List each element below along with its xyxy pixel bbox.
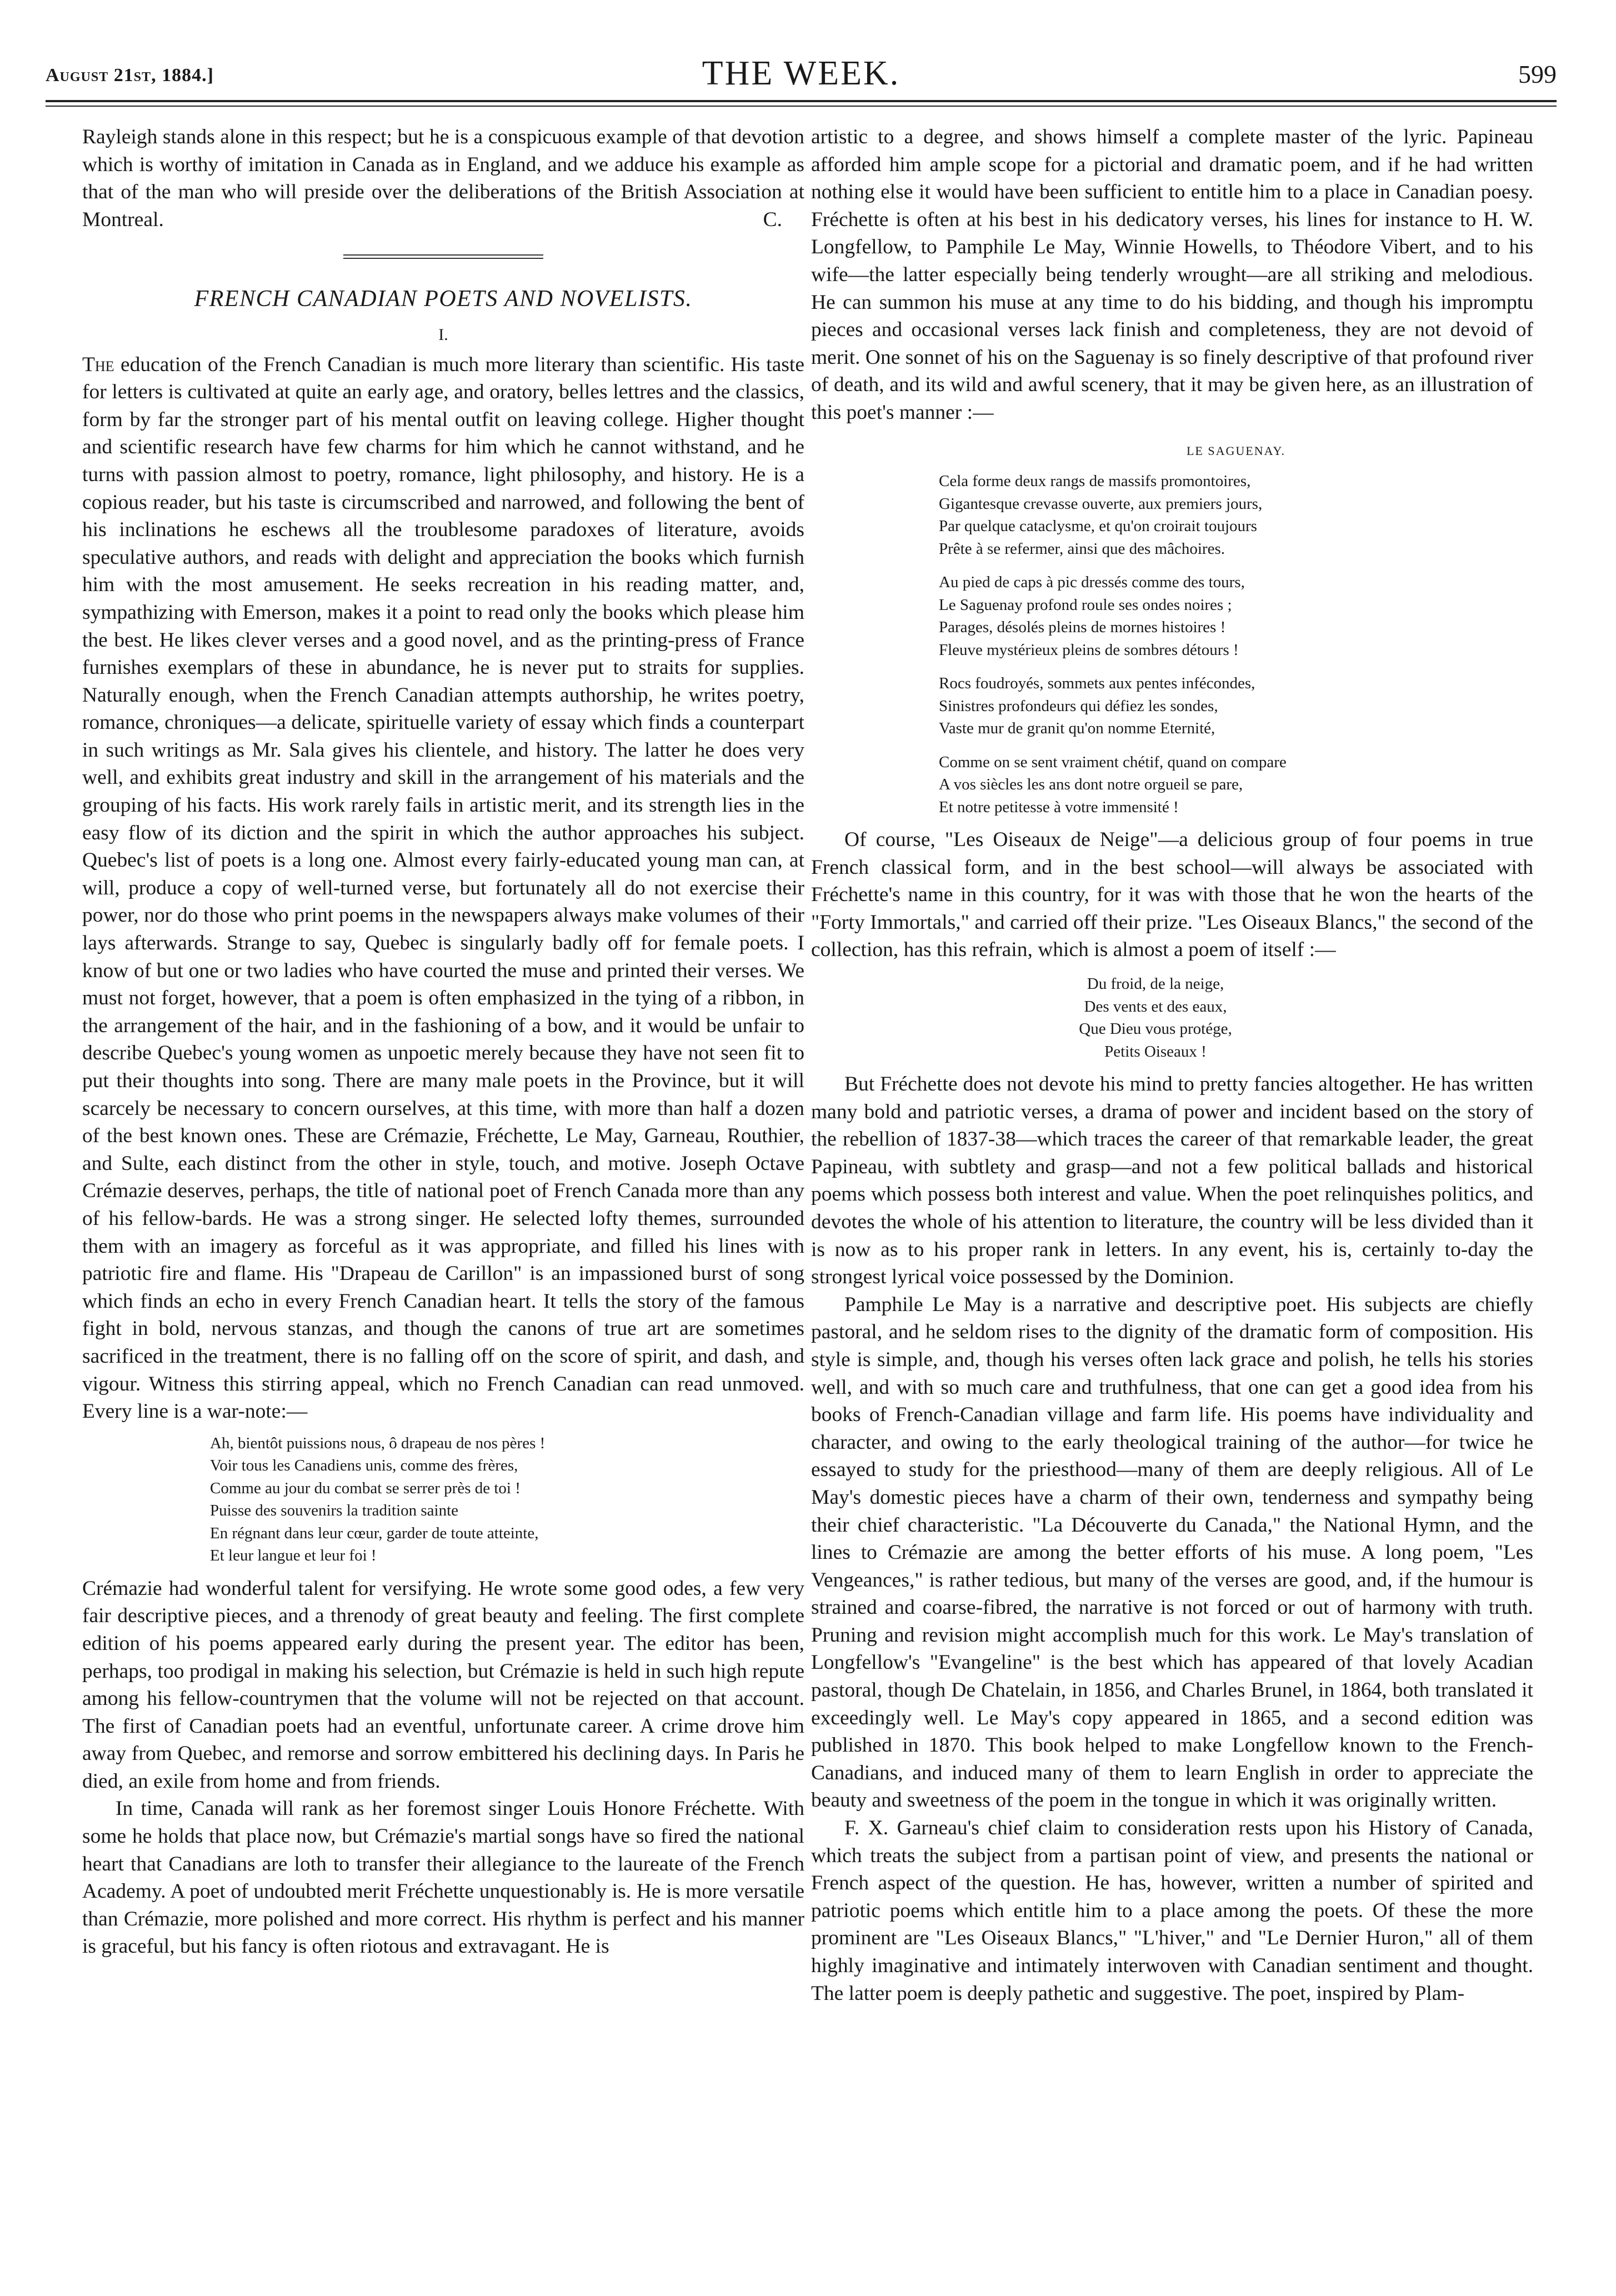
page-header <box>46 54 1557 97</box>
poem-cremazie <box>210 1432 804 1567</box>
poem-line: Par quelque cataclysme, et qu'on croirait toujours <box>939 517 1257 536</box>
poem-line: Prête à se refermer, ainsi que des mâchoires. <box>939 539 1225 558</box>
paragraph-2: Crémazie had wonderful talent for versifying. He wrote some good odes, a few very fair descriptive pieces, and a threnody of great beauty and feeling. The first complete edition of his poems appeared early during the present year. The editor has been, perhaps, too prodigal in making his selection, but Crémazie is held in such high repute among his fellow-countrymen that the volume will not be rejected on that account. The first of Canadian poets had an eventful, unfortunate career. A crime drove him away from Quebec, and remorse and sorrow embittered his declining days. In Paris he died, an exile from home and from friends. <box>82 1577 804 1793</box>
poem-line: Au pied de caps à pic dressés comme des tours, <box>939 573 1245 592</box>
paragraph-1 <box>82 351 804 1425</box>
masthead-title: THE WEEK. <box>702 54 900 92</box>
article-divider <box>343 254 543 259</box>
poem-line: Sinistres profondeurs qui défiez les sondes, <box>939 697 1218 715</box>
issue-date: August 21st, 1884.] <box>46 65 214 86</box>
poem-line: Du froid, de la neige, <box>1087 975 1224 993</box>
paragraph-1-text: education of the French Canadian is much more literary than scientific. His taste for letters is cultivated at quite an early age, and oratory, belles lettres and the classics, form by far the stronger part of his mental outfit on leaving college. Higher thought and scientific research have few charms for him which he cannot withstand, and he turns with passion almost to poetry, romance, light philosophy, and history. He is a copious reader, but his taste is circumscribed and narrowed, and following the bent of his inclinations he eschews all the troublesome paradoxes of literature, avoids speculative authors, and reads with delight and appreciation the books which furnish him with the most amusement. He seeks recreation in his reading matter, and, sympathizing with Emerson, makes it a point to read only the books which please him the best. He likes clever verses and a good novel, and as the printing-press of France furnishes exemplars of these in abundance, he is never put to straits for supplies. Naturally enough, when the French Canadian attempts authorship, he writes poetry, romance, chroniques—a delicate, spirituelle variety of essay which finds a counterpart in such writings as Mr. Sala gives his clientele, and history. The latter he does very well, and exhibits great industry and skill in the arrangement of his materials and the grouping of his facts. His work rarely fails in artistic merit, and its strength lies in the easy flow of its diction and the spirit in which the author approaches his subject. Quebec's list of poets is a long one. Almost every fairly-educated young man can, at will, produce a copy of well-turned verse, but fortunately all do not exercise their power, nor do those who print poems in the newspapers always make volumes of their lays afterwards. Strange to say, Quebec is singularly badly off for female poets. I know of but one or two ladies who have courted the muse and printed their verses. We must not forget, however, that a poem is often emphasized in the tying of a ribbon, in the arrangement of the hair, and in the fashioning of a bow, and it would be unfair to describe Quebec's young women as unpoetic merely because they have not seen fit to put their thoughts into song. There are many male poets in the Province, but it will scarcely be necessary to concern ourselves, at this time, with more than half a dozen of the best known ones. These are Crémazie, Fréchette, Le May, Garneau, Routhier, and Sulte, each distinct from the other in style, touch, and motive. Joseph Octave Crémazie deserves, perhaps, the title of national poet of French Canada more than any of his fellow-bards. He was a strong singer. He selected lofty themes, surrounded them with an imagery as forceful as it was appropriate, and filled his lines with patriotic fire and flame. His "Drapeau de Carillon" is an impassioned burst of song which finds an echo in every French Canadian heart. It tells the story of the famous fight in bold, nervous stanzas, and though the canons of true art are sometimes sacrificed in the treatment, there is no falling off on the score of spirit, and dash, and vigour. Witness this stirring appeal, which no French Canadian can read unmoved. Every line is a war-note:— <box>82 353 804 1423</box>
poem-line: Voir tous les Canadiens unis, comme des frères, <box>210 1457 518 1475</box>
poem-line: Petits Oiseaux ! <box>1104 1042 1207 1061</box>
poem-refrain <box>778 973 1533 1063</box>
paragraph-frechette: But Fréchette does not devote his mind to pretty fancies altogether. He has written many bold and patriotic verses, a drama of power and incident based on the story of the rebellion of 1837-38—which traces the career of that remarkable leader, the great Papineau, with subtlety and grasp—and not a few political ballads and historical poems which possess both interest and value. When the poet relinquishes politics, and devotes the whole of his attention to literature, the country will be less divided than it is now as to his proper rank in letters. In any event, his is, certainly to-day the strongest lyrical voice possessed by the Dominion. <box>811 1073 1533 1289</box>
paragraph-lead-word: The <box>82 353 114 376</box>
stanza-break <box>939 560 1533 571</box>
poem-line: A vos siècles les ans dont notre orgueil se pare, <box>939 776 1243 794</box>
author-signature: C. <box>763 208 782 231</box>
section-numeral: I. <box>438 325 448 344</box>
right-column <box>811 123 1533 2007</box>
intro-paragraph-text: Rayleigh stands alone in this respect; but he is a conspicuous example of that devotion which is worthy of imitation in Canada as in England, and we adduce his example as that of the man who will preside over the deliberations of the British Association at Montreal. <box>82 126 804 231</box>
left-column <box>82 123 804 1960</box>
header-rule-thick <box>46 100 1557 102</box>
stanza-break <box>939 661 1533 672</box>
poem-line: Parages, désolés pleins de mornes histoires ! <box>939 618 1226 637</box>
stanza-break <box>939 740 1533 751</box>
paragraph-3: In time, Canada will rank as her foremost singer Louis Honore Fréchette. With some he holds that place now, but Crémazie's martial songs have so fired the national heart that Canadians are loth to transfer their allegiance to the laureate of the French Academy. A poet of undoubted merit Fréchette unquestionably is. He is more versatile than Crémazie, more polished and more correct. His rhythm is perfect and his manner is graceful, but his fancy is often riotous and extravagant. He is <box>82 1797 804 1958</box>
poem-line: Cela forme deux rangs de massifs promontoires, <box>939 472 1251 491</box>
paragraph-oiseaux: Of course, "Les Oiseaux de Neige"—a delicious group of four poems in true French classical form, and in the best school—will always be associated with Fréchette's name in this country, for it was with those that he won the hearts of the "Forty Immortals," and carried off their prize. "Les Oiseaux Blancs," the second of the collection, has this refrain, which is almost a poem of itself :— <box>811 828 1533 962</box>
poem-line: Et notre petitesse à votre immensité ! <box>939 798 1179 816</box>
poem-title: LE SAGUENAY. <box>1186 443 1286 458</box>
poem-line: Vaste mur de granit qu'on nomme Eternité, <box>939 719 1215 738</box>
poem-line: Comme au jour du combat se serrer près de toi ! <box>210 1479 521 1497</box>
article-title: FRENCH CANADIAN POETS AND NOVELISTS. <box>194 286 693 312</box>
poem-line: Fleuve mystérieux pleins de sombres détours ! <box>939 641 1239 659</box>
poem-line: Comme on se sent vraiment chétif, quand on compare <box>939 753 1287 771</box>
poem-line: Rocs foudroyés, sommets aux pentes infécondes, <box>939 674 1255 693</box>
poem-line: Que Dieu vous protége, <box>1079 1020 1232 1038</box>
poem-line: En régnant dans leur cœur, garder de toute atteinte, <box>210 1524 539 1542</box>
poem-line: Le Saguenay profond roule ses ondes noires ; <box>939 596 1232 614</box>
paragraph-garneau: F. X. Garneau's chief claim to consideration rests upon his History of Canada, which treats the subject from a partisan point of view, and presents the national or French aspect of the question. He has, however, written a number of spirited and patriotic poems which entitle him to a place among the poets. Of these the more prominent are "Les Oiseaux Blancs," "L'hiver," and "Le Dernier Huron," all of them highly imaginative and intimately interwoven with Canadian sentiment and thought. The latter poem is deeply pathetic and suggestive. The poet, inspired by Plam- <box>811 1817 1533 2005</box>
page-number: 599 <box>1518 60 1557 88</box>
poem-line: Puisse des souvenirs la tradition sainte <box>210 1502 459 1520</box>
previous-article-ending <box>82 123 804 233</box>
poem-line: Ah, bientôt puissions nous, ô drapeau de nos pères ! <box>210 1434 546 1452</box>
paragraph-le-may: Pamphile Le May is a narrative and descriptive poet. His subjects are chiefly pastoral, and he seldom rises to the dignity of the dramatic form of composition. His style is simple, and, though his verses often lack grace and polish, he tells his stories well, and with so much care and truthfulness, that one can get a good idea from his books of French-Canadian village and farm life. His poems have individuality and character, and owing to the early theological training of the author—for twice he essayed to study for the priesthood—many of them are deeply religious. All of Le May's domestic pieces have a charm of their own, tenderness and sympathy being their chief characteristic. "La Découverte du Canada," the National Hymn, and the lines to Crémazie are among the better efforts of his muse. A long poem, "Les Vengeances," is rather tedious, but many of the verses are good, and, if the humour is strained and coarse-fibred, the narrative is not forced or out of harmony with truth. Pruning and revision might accomplish much for this work. Le May's translation of Longfellow's "Evangeline" is the best which has appeared of that lovely Acadian pastoral, though De Chatelain, in 1856, and Charles Brunel, in 1864, both translated it exceedingly well. Le May's copy appeared in 1865, and a second edition was published in 1870. This book helped to make Longfellow known to the French-Canadians, and induced many of them to learn English in order to appreciate the beauty and sweetness of the poem in the tongue in which it was originally written. <box>811 1293 1533 1812</box>
header-rule-thin <box>46 106 1557 107</box>
poem-line: Des vents et des eaux, <box>1084 997 1227 1016</box>
poem-line: Gigantesque crevasse ouverte, aux premiers jours, <box>939 494 1263 513</box>
paragraph-continued: artistic to a degree, and shows himself a complete master of the lyric. Papineau afforded him ample scope for a pictorial and dramatic poem, and if he had written nothing else it would have been sufficient to entitle him to a place in Canadian poesy. Fréchette is often at his best in his dedicatory verses, his lines for instance to H. W. Longfellow, to Pamphile Le May, Winnie Howells, to Théodore Vibert, and to his wife—the latter especially being tenderly wrought—are all striking and melodious. He can summon his muse at any time to do his bidding, and though his impromptu pieces and occasional verses lack finish and completeness, they are not devoid of merit. One sonnet of his on the Saguenay is so finely descriptive of that profound river of death, and its wild and awful scenery, that it may be given here, as an illustration of this poet's manner :— <box>811 126 1533 424</box>
poem-le-saguenay <box>939 440 1533 819</box>
poem-line: Et leur langue et leur foi ! <box>210 1547 377 1565</box>
